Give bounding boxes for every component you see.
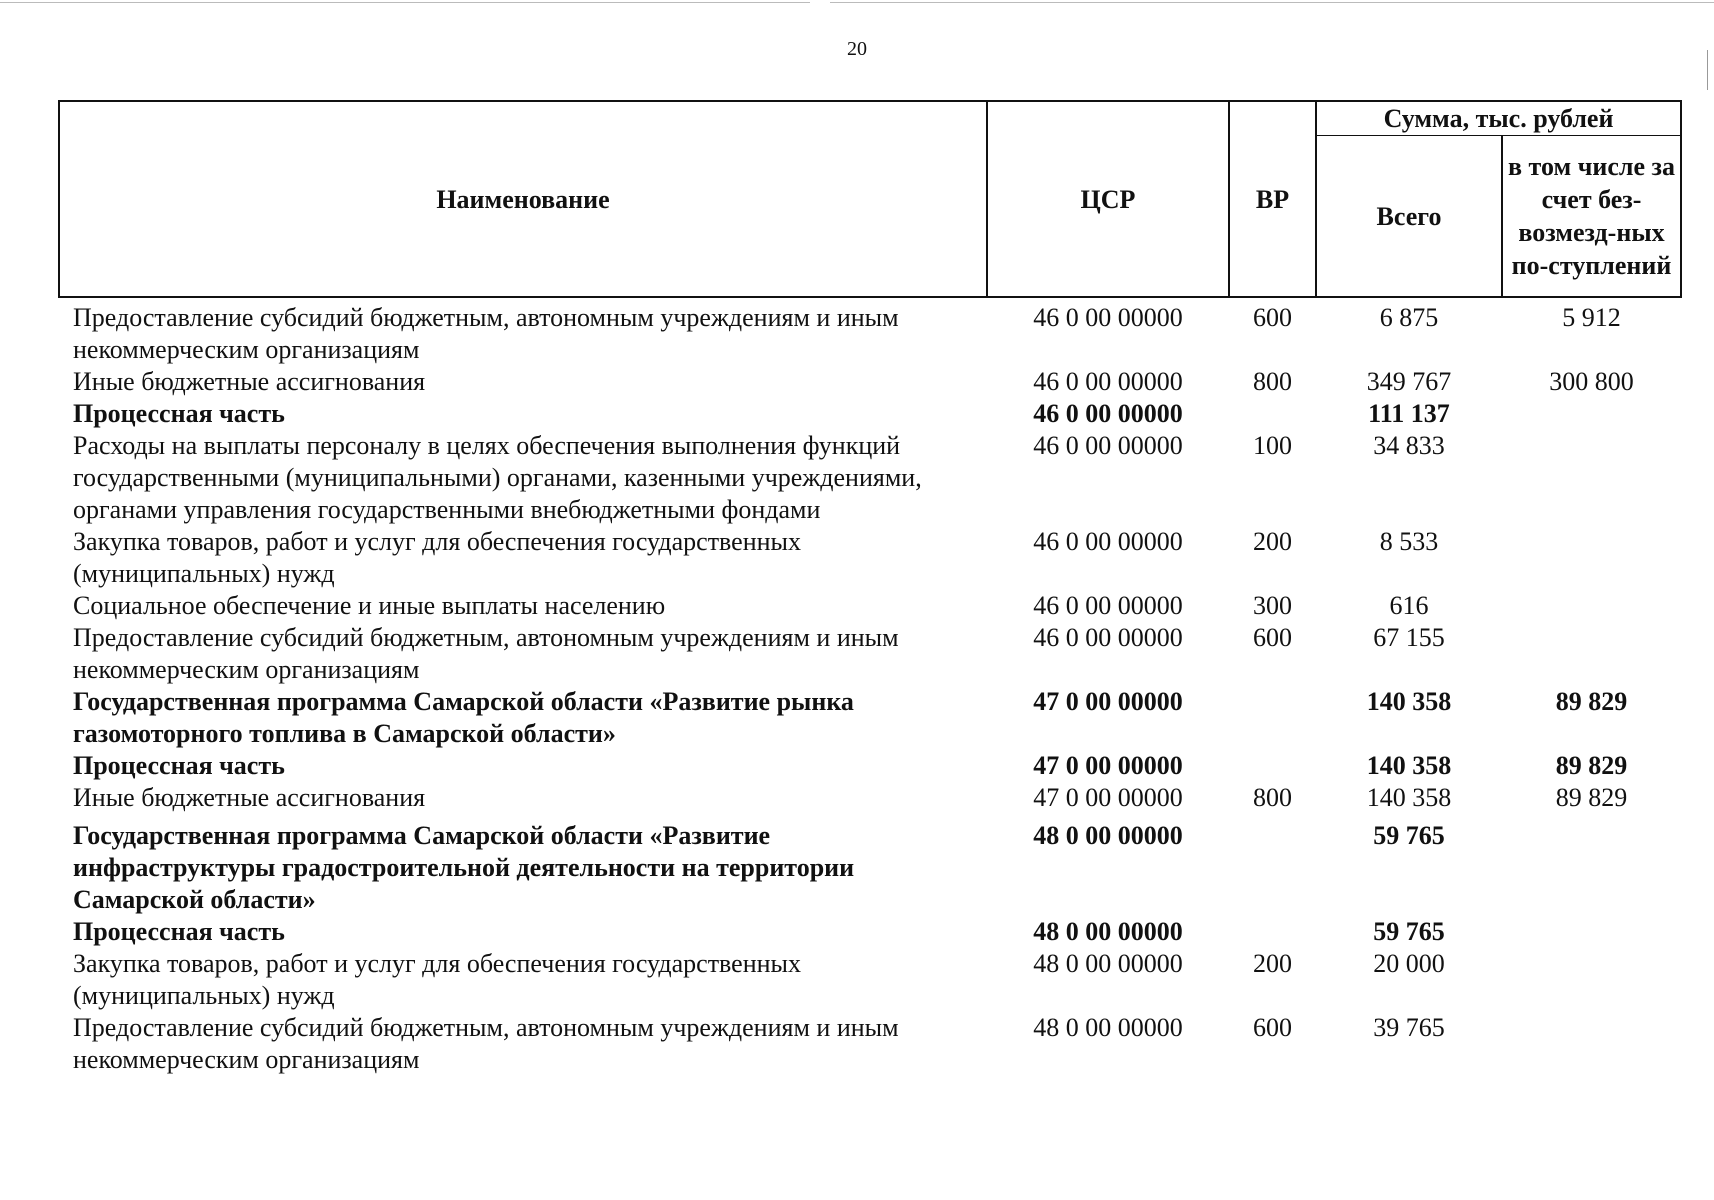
cell-total: 140 358 [1366,687,1452,716]
cell-vr [1229,750,1316,782]
table-row [59,782,1681,814]
cell-vr [1229,814,1316,916]
cell-name: Иные бюджетные ассигнования [73,367,426,396]
page-number: 20 [847,38,867,60]
cell-csr: 48 0 00 00000 [1033,949,1183,978]
table-row [59,916,1681,948]
cell-vr: 800 [1253,783,1292,812]
cell-vr [1229,398,1316,430]
cell-incl [1502,430,1681,526]
cell-csr: 48 0 00 00000 [1033,917,1183,946]
cell-csr: 47 0 00 00000 [1033,751,1183,780]
cell-incl: 89 829 [1555,751,1628,780]
cell-csr: 46 0 00 00000 [1033,367,1183,396]
scan-edge-line [0,2,810,3]
cell-incl [1502,948,1681,1012]
cell-csr: 48 0 00 00000 [1033,1013,1183,1042]
table-row [59,814,1681,916]
cell-name: Расходы на выплаты персоналу в целях обеспечения выполнения функций государственными (муниципальными) органами, казенными учреждениями, органами управления государственными внебюджетными фондами [73,431,922,524]
cell-csr: 48 0 00 00000 [1033,821,1183,850]
cell-incl: 89 829 [1555,687,1628,716]
cell-total: 140 358 [1366,783,1452,812]
header-vr: ВР [1229,101,1316,297]
table-row [59,526,1681,590]
header-csr: ЦСР [987,101,1229,297]
cell-total: 20 000 [1373,949,1445,978]
cell-csr: 46 0 00 00000 [1033,303,1183,332]
cell-total: 140 358 [1366,751,1452,780]
cell-total: 349 767 [1366,367,1452,396]
table-row [59,297,1681,366]
cell-vr: 300 [1253,591,1292,620]
cell-total: 616 [1389,591,1429,620]
cell-name: Предоставление субсидий бюджетным, автономным учреждениям и иным некоммерческим организациям [73,1013,899,1074]
cell-name: Предоставление субсидий бюджетным, автономным учреждениям и иным некоммерческим организациям [73,303,899,364]
cell-incl [1502,916,1681,948]
cell-total: 39 765 [1373,1013,1445,1042]
cell-total: 34 833 [1373,431,1445,460]
budget-table [58,100,1682,1076]
cell-incl: 89 829 [1555,783,1628,812]
table-row [59,948,1681,1012]
cell-incl: 5 912 [1562,303,1621,332]
table-header [59,101,1681,297]
header-incl: в том числе за счет без-возмезд-ных по-ступлений [1502,136,1681,298]
cell-total: 59 765 [1373,917,1445,946]
cell-csr: 47 0 00 00000 [1033,783,1183,812]
cell-name: Государственная программа Самарской области «Развитие рынка газомоторного топлива в Самарской области» [73,687,854,748]
cell-vr [1229,916,1316,948]
cell-vr: 600 [1253,623,1292,652]
cell-incl [1502,590,1681,622]
cell-name: Иные бюджетные ассигнования [73,783,426,812]
header-sum-group: Сумма, тыс. рублей [1316,101,1681,136]
cell-total: 59 765 [1373,821,1445,850]
cell-csr: 46 0 00 00000 [1033,623,1183,652]
cell-vr: 200 [1253,527,1292,556]
table-row [59,398,1681,430]
cell-vr: 800 [1253,367,1292,396]
cell-name: Государственная программа Самарской области «Развитие инфраструктуры градостроительной деятельности на территории Самарской области» [73,821,855,914]
header-name: Наименование [59,101,987,297]
cell-total: 67 155 [1373,623,1445,652]
cell-csr: 46 0 00 00000 [1033,527,1183,556]
table-body [59,297,1681,1076]
cell-incl [1502,526,1681,590]
cell-incl [1502,1012,1681,1076]
cell-vr: 600 [1253,1013,1292,1042]
cell-name: Предоставление субсидий бюджетным, автономным учреждениям и иным некоммерческим организациям [73,623,899,684]
scan-edge-line [830,2,1714,3]
cell-csr: 46 0 00 00000 [1033,399,1183,428]
cell-name: Процессная часть [73,751,285,780]
cell-total: 8 533 [1379,527,1439,556]
cell-name: Закупка товаров, работ и услуг для обеспечения государственных (муниципальных) нужд [73,527,802,588]
cell-incl: 300 800 [1549,367,1634,396]
cell-vr: 200 [1253,949,1292,978]
cell-csr: 46 0 00 00000 [1033,431,1183,460]
cell-vr: 600 [1253,303,1292,332]
table-row [59,590,1681,622]
table-row [59,750,1681,782]
cell-total: 6 875 [1379,303,1439,332]
header-total: Всего [1316,136,1502,298]
cell-name: Процессная часть [73,399,285,428]
cell-name: Закупка товаров, работ и услуг для обеспечения государственных (муниципальных) нужд [73,949,802,1010]
cell-csr: 47 0 00 00000 [1033,687,1183,716]
cell-csr: 46 0 00 00000 [1033,591,1183,620]
cell-incl [1502,622,1681,686]
cell-incl [1502,814,1681,916]
table-row [59,622,1681,686]
cell-name: Социальное обеспечение и иные выплаты населению [73,591,666,620]
table-row [59,430,1681,526]
table-row [59,686,1681,750]
cell-incl [1502,398,1681,430]
table-row [59,366,1681,398]
cell-total: 111 137 [1368,399,1450,428]
cell-vr: 100 [1253,431,1292,460]
cell-vr [1229,686,1316,750]
cell-name: Процессная часть [73,917,285,946]
table-row [59,1012,1681,1076]
